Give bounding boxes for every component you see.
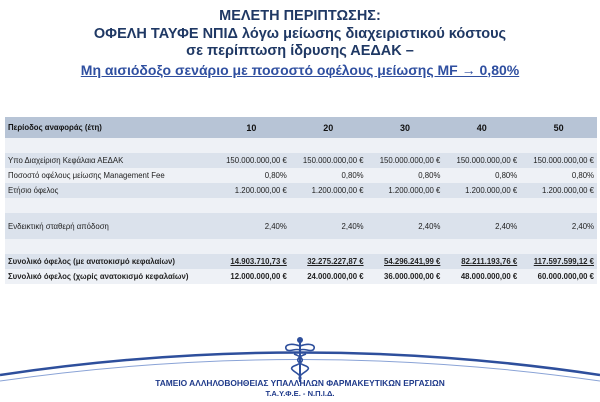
cell-value: 0,80% — [367, 168, 444, 183]
row-label: Συνολικό όφελος (χωρίς ανατοκισμό κεφαλαίων) — [5, 269, 213, 284]
cell-value: 1.200.000,00 € — [520, 183, 597, 198]
row-label: Υπο Διαχείριση Κεφάλαια ΑΕΔΑΚ — [5, 153, 213, 168]
header-cell: 40 — [443, 117, 520, 138]
table-row-total-simple — [5, 269, 597, 284]
cell-value: 2,40% — [443, 213, 520, 239]
cell-value: 0,80% — [290, 168, 367, 183]
header-cell: Περίοδος αναφοράς (έτη) — [5, 117, 213, 138]
spacer-row — [5, 239, 597, 254]
cell-value: 1.200.000,00 € — [213, 183, 290, 198]
cell-value: 150.000.000,00 € — [367, 153, 444, 168]
spacer-row — [5, 198, 597, 213]
spacer-row — [5, 138, 597, 153]
cell-value: 0,80% — [520, 168, 597, 183]
cell-value: 32.275.227,87 € — [307, 257, 364, 266]
table-row — [5, 168, 597, 183]
cell-value: 1.200.000,00 € — [443, 183, 520, 198]
cell-value: 1.200.000,00 € — [367, 183, 444, 198]
cell-value: 60.000.000,00 € — [520, 269, 597, 284]
header-cell: 50 — [520, 117, 597, 138]
cell-value: 54.296.241,99 € — [384, 257, 441, 266]
title-line-3: σε περίπτωση ίδρυσης ΑΕΔΑΚ – — [186, 43, 414, 59]
cell-value: 12.000.000,00 € — [213, 269, 290, 284]
cell-value: 150.000.000,00 € — [443, 153, 520, 168]
caduceus-icon — [281, 336, 319, 384]
cell-value: 0,80% — [213, 168, 290, 183]
cell-value: 2,40% — [367, 213, 444, 239]
org-abbreviation: Τ.Α.Υ.Φ.Ε. - Ν.Π.Ι.Δ. — [265, 389, 335, 398]
cell-value: 82.211.193,76 € — [461, 257, 518, 266]
row-label: Ετήσιο όφελος — [5, 183, 213, 198]
row-label: Ποσοστό οφέλους μείωσης Management Fee — [5, 168, 213, 183]
title-line-4: Μη αισιόδοξο σενάριο με ποσοστό οφέλους μείωσης MF → 0,80% — [80, 61, 520, 78]
cell-value: 117.597.599,12 € — [533, 257, 594, 266]
cell-value: 48.000.000,00 € — [443, 269, 520, 284]
cell-value: 14.903.710,73 € — [230, 257, 287, 266]
org-name: ΤΑΜΕΙΟ ΑΛΛΗΛΟΒΟΗΘΕΙΑΣ ΥΠΑΛΛΗΛΩΝ ΦΑΡΜΑΚΕΥΤΙΚΩΝ ΕΡΓΑΣΙΩΝ — [155, 378, 445, 388]
table-row-total-compound — [5, 254, 597, 269]
header-cell: 10 — [213, 117, 290, 138]
title-line-2: ΟΦΕΛΗ ΤΑΥΦΕ ΝΠΙΔ λόγω μείωσης διαχειριστικού κόστους — [93, 25, 507, 42]
cell-value: 1.200.000,00 € — [290, 183, 367, 198]
header-cell: 30 — [367, 117, 444, 138]
cell-value: 24.000.000,00 € — [290, 269, 367, 284]
slide-header — [0, 8, 600, 79]
table-row — [5, 183, 597, 198]
cell-value: 2,40% — [213, 213, 290, 239]
cell-value: 150.000.000,00 € — [520, 153, 597, 168]
table-row — [5, 213, 597, 239]
row-label: Ενδεικτική σταθερή απόδοση — [5, 213, 213, 239]
header-cell: 20 — [290, 117, 367, 138]
cell-value: 36.000.000,00 € — [367, 269, 444, 284]
table-row — [5, 153, 597, 168]
table-header-row — [5, 117, 597, 138]
benefits-table — [5, 117, 597, 284]
title-line-1: ΜΕΛΕΤΗ ΠΕΡΙΠΤΩΣΗΣ: — [219, 8, 381, 24]
cell-value: 150.000.000,00 € — [213, 153, 290, 168]
cell-value: 2,40% — [290, 213, 367, 239]
cell-value: 2,40% — [520, 213, 597, 239]
row-label: Συνολικό όφελος (με ανατοκισμό κεφαλαίων) — [5, 254, 213, 269]
cell-value: 150.000.000,00 € — [290, 153, 367, 168]
cell-value: 0,80% — [443, 168, 520, 183]
